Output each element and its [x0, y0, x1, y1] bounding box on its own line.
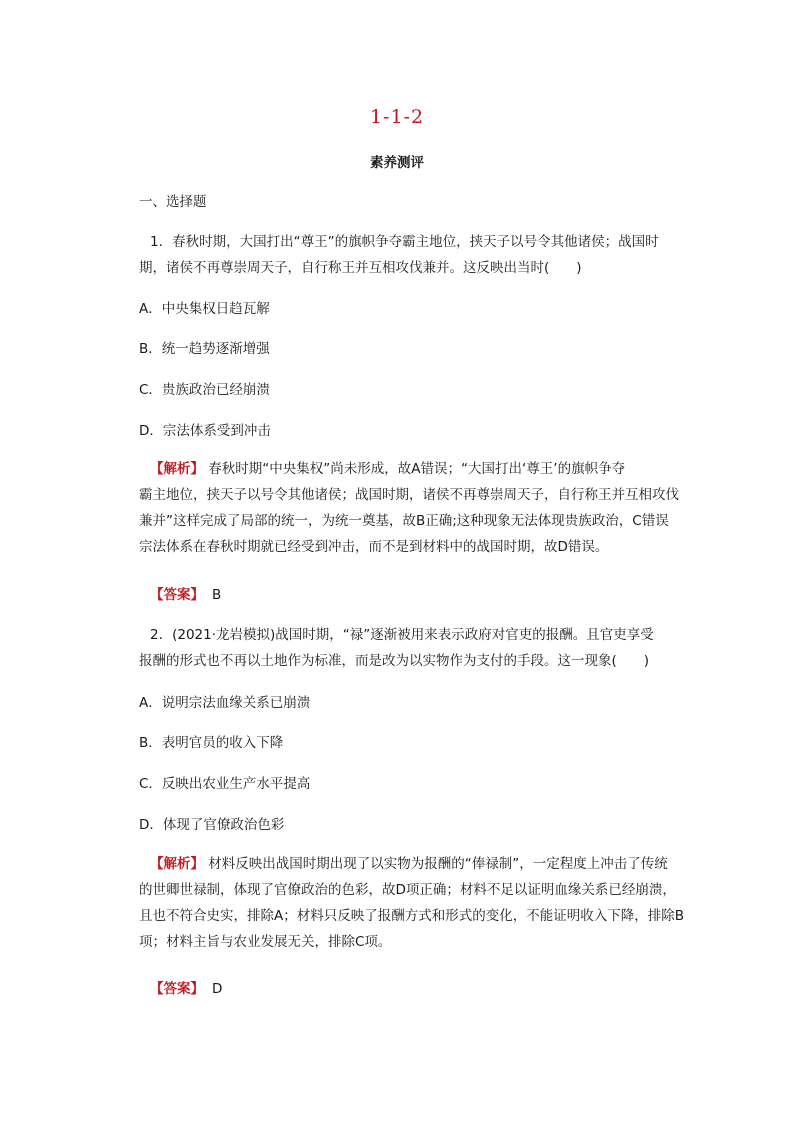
- analysis-line-3: 兼并”这样完成了局部的统一，为统一奠基，故B正确;这种现象无法体现贵族政治，C错误: [139, 513, 669, 529]
- analysis-line-4: 宗法体系在春秋时期就已经受到冲击，而不是到材料中的战国时期，故D错误。: [139, 539, 609, 555]
- page-subtitle: 素养测评: [370, 155, 424, 171]
- analysis-line-1: 材料反映出战国时期出现了以实物为报酬的“俸禄制”，一定程度上冲击了传统: [208, 856, 668, 872]
- question-1-option-a: A．中央集权日趋瓦解: [139, 301, 270, 317]
- analysis-line-2: 霸主地位，挟天子以号令其他诸侯；战国时期，诸侯不再尊崇周天子，自行称王并互相攻伐: [139, 487, 679, 503]
- question-1-stem: [139, 229, 670, 281]
- question-1-option-c: C．贵族政治已经崩溃: [139, 382, 270, 398]
- lesson-code: 1-1-2: [369, 106, 425, 128]
- analysis-line-4: 项；材料主旨与农业发展无关，排除C项。: [139, 934, 392, 950]
- question-2-stem-line-2: 报酬的形式也不再以土地作为标准，而是改为以实物作为支付的手段。这一现象( ): [139, 653, 650, 669]
- question-2-stem-line-1: 2．(2021·龙岩模拟)战国时期，“禄”逐渐被用来表示政府对官吏的报酬。且官吏享受: [150, 627, 654, 643]
- question-2-option-c: C．反映出农业生产水平提高: [139, 776, 311, 792]
- analysis-label: 【解析】: [150, 856, 204, 872]
- answer-value: D: [212, 981, 223, 997]
- analysis-label: 【解析】: [150, 461, 204, 477]
- analysis-line-3: 且也不符合史实，排除A；材料只反映了报酬方式和形式的变化，不能证明收入下降，排除B: [139, 908, 684, 924]
- question-2-option-d: D．体现了官僚政治色彩: [139, 817, 285, 833]
- answer-value: B: [212, 587, 222, 603]
- answer-label: 【答案】: [150, 587, 204, 603]
- question-1-analysis: [139, 456, 679, 560]
- section-title: 一、选择题: [139, 194, 207, 210]
- question-1-stem-line-2: 期，诸侯不再尊崇周天子，自行称王并互相攻伐兼并。这反映出当时( ): [139, 260, 582, 276]
- question-2-answer: [150, 976, 670, 1002]
- question-1-answer: [150, 582, 670, 608]
- question-1-option-b: B．统一趋势逐渐增强: [139, 341, 270, 357]
- analysis-line-2: 的世卿世禄制，体现了官僚政治的色彩，故D项正确；材料不足以证明血缘关系已经崩溃，: [139, 882, 676, 898]
- analysis-line-1: 春秋时期“中央集权”尚未形成，故A错误；“大国打出‘尊王’的旗帜争夺: [208, 461, 626, 477]
- question-1-stem-line-1: 1．春秋时期，大国打出“尊王”的旗帜争夺霸主地位，挟天子以号令其他诸侯；战国时: [150, 234, 659, 250]
- question-2-stem: [139, 622, 670, 674]
- answer-label: 【答案】: [150, 981, 204, 997]
- question-2-option-a: A．说明宗法血缘关系已崩溃: [139, 695, 311, 711]
- question-1-option-d: D．宗法体系受到冲击: [139, 423, 271, 439]
- question-2-option-b: B．表明官员的收入下降: [139, 735, 284, 751]
- question-2-analysis: [139, 851, 684, 955]
